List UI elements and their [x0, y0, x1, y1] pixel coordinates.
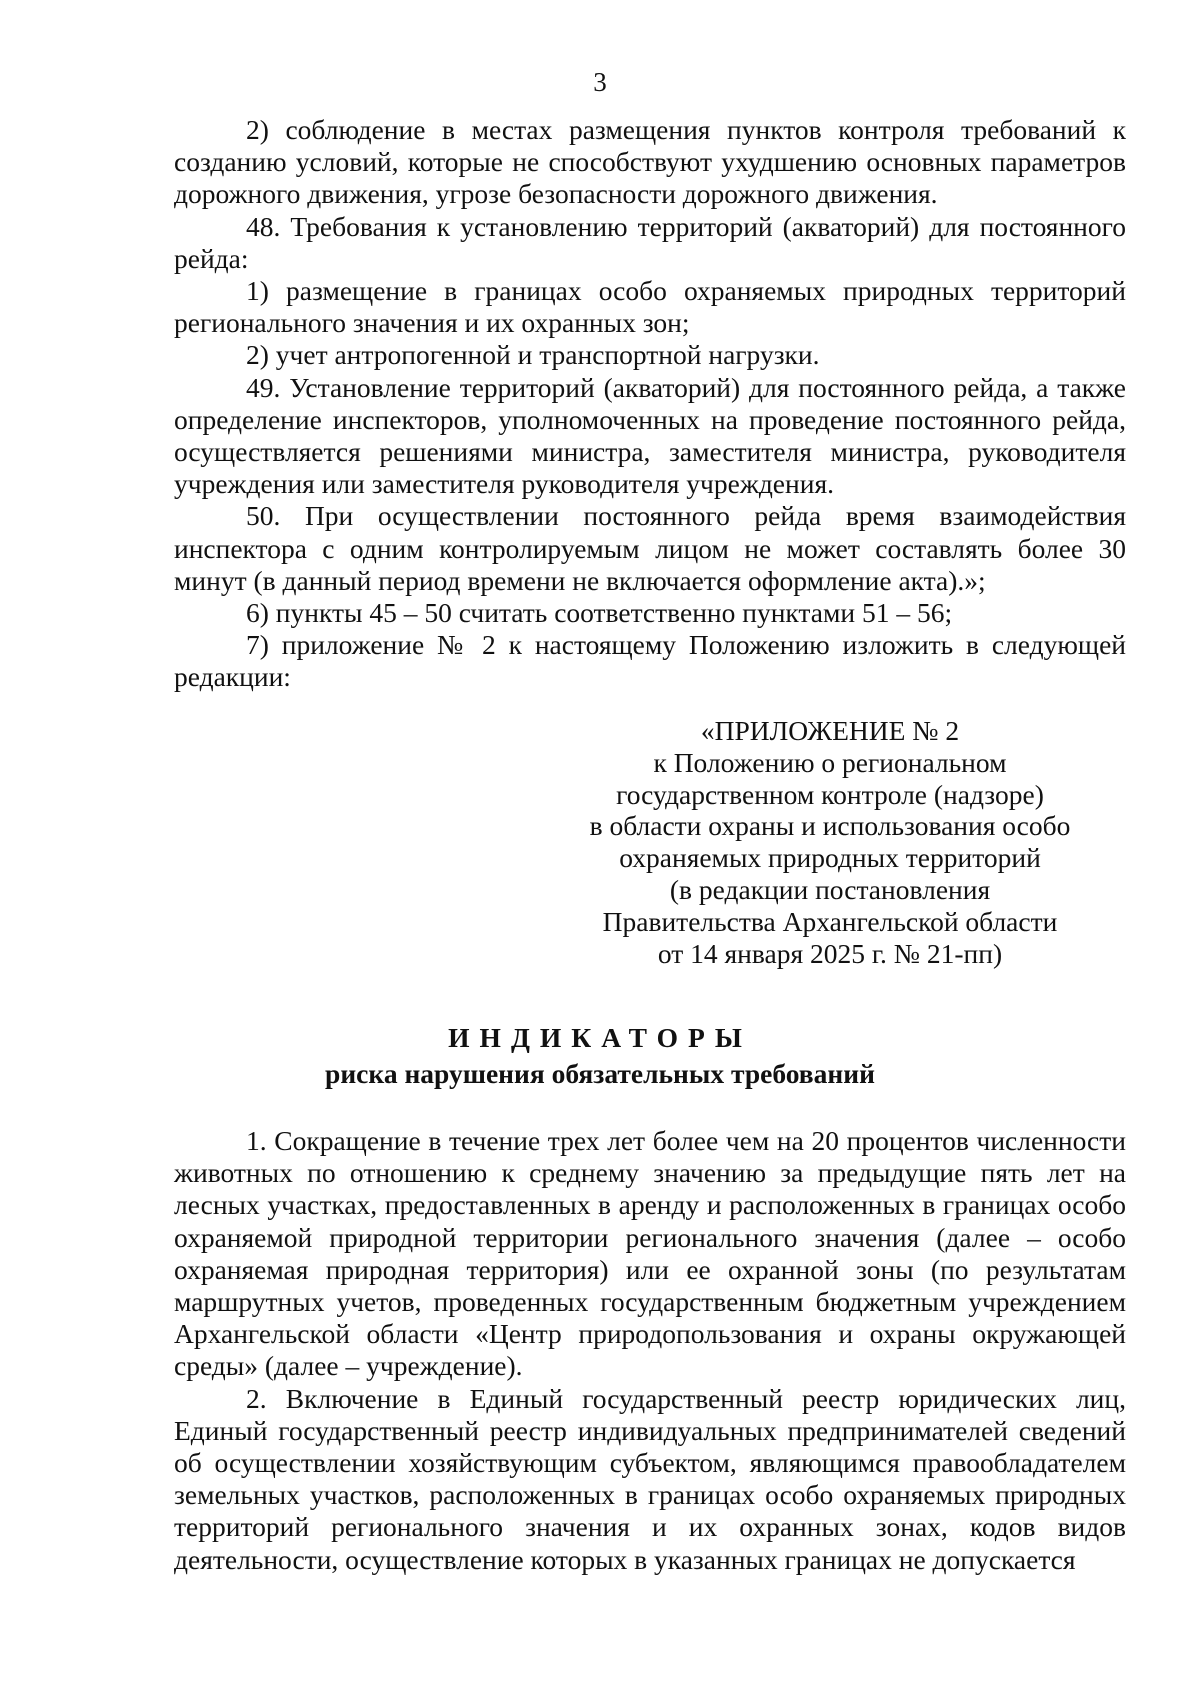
paragraph: 2) соблюдение в местах размещения пунктов контроля требований к созданию условий, которые не способствуют ухудшению основных параметров дорожного движения, угрозе безопасности дорожного движения. [174, 114, 1126, 210]
appendix-line: к Положению о региональном [653, 746, 1007, 778]
paragraph: 6) пункты 45 – 50 считать соответственно пунктами 51 – 56; [246, 597, 953, 629]
appendix-line: от 14 января 2025 г. № 21-пп) [657, 937, 1003, 969]
paragraph: 1. Сокращение в течение трех лет более чем на 20 процентов численности животных по отношению к среднему значению за предыдущие пять лет на лесных участках, предоставленных в аренду и расположенных в границах особо охраняемой природной территории регионального значения (далее – особо охраняемая природная территория) или ее охранной зоны (по результатам маршрутных учетов, проведенных государственным бюджетным учреждением Архангельской области «Центр природопользования и охраны окружающей среды» (далее – учреждение). [174, 1125, 1126, 1382]
appendix-line: Правительства Архангельской области [602, 905, 1058, 937]
appendix-header [570, 715, 1090, 969]
appendix-line: (в редакции постановления [669, 873, 991, 905]
appendix-line: охраняемых природных территорий [619, 842, 1041, 874]
section-title: ИНДИКАТОРЫ [448, 1022, 752, 1053]
body-text-bottom [174, 1125, 1126, 1576]
appendix-line: в области охраны и использования особо [589, 810, 1071, 842]
paragraph: 7) приложение № 2 к настоящему Положению изложить в следующей редакции: [174, 629, 1126, 693]
paragraph: 2) учет антропогенной и транспортной нагрузки. [246, 339, 820, 371]
paragraph: 49. Установление территорий (акваторий) для постоянного рейда, а также определение инспекторов, уполномоченных на проведение постоянного рейда, осуществляется решениями министра, заместителя министра, руководителя учреждения или заместителя руководителя учреждения. [174, 371, 1126, 500]
paragraph: 2. Включение в Единый государственный реестр юридических лиц, Единый государственный реестр индивидуальных предпринимателей сведений об осуществлении хозяйствующим субъектом, являющимся правообладателем земельных участков, расположенных в границах особо охраняемых природных территорий регионального значения и их охранных зонах, кодов видов деятельности, осуществление которых в указанных границах не допускается [174, 1382, 1126, 1575]
appendix-line: государственном контроле (надзоре) [616, 778, 1044, 810]
appendix-line: «ПРИЛОЖЕНИЕ № 2 [700, 715, 960, 746]
paragraph: 1) размещение в границах особо охраняемых природных территорий регионального значения и их охранных зон; [174, 275, 1126, 339]
page-number: 3 [593, 67, 607, 97]
paragraph: 50. При осуществлении постоянного рейда время взаимодействия инспектора с одним контролируемым лицом не может составлять более 30 минут (в данный период времени не включается оформление акта).»; [174, 500, 1126, 596]
paragraph: 48. Требования к установлению территорий (акваторий) для постоянного рейда: [174, 210, 1126, 274]
body-text-top [174, 114, 1126, 694]
section-subtitle: риска нарушения обязательных требований [325, 1058, 875, 1089]
